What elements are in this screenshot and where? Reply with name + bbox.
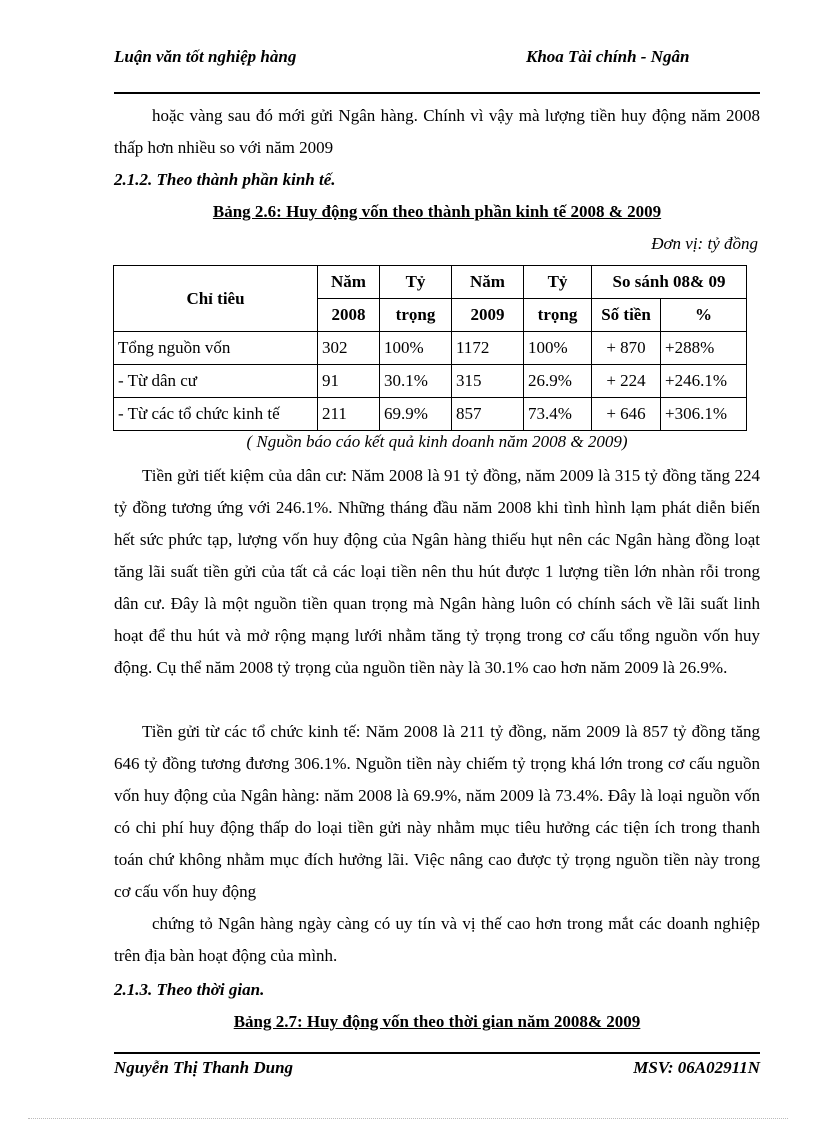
cell-2008: 302 — [318, 332, 380, 365]
table-unit: Đơn vị: tỷ đồng — [651, 234, 758, 253]
cell-2009: 1172 — [452, 332, 524, 365]
header-year-2008-bottom: 2008 — [318, 299, 380, 332]
paragraph-text: Tiền gửi tiết kiệm của dân cư: Năm 2008 là 91 tỷ đồng, năm 2009 là 315 tỷ đồng tăng 224 tỷ đồng tương ứng với 246.1%. Những tháng đầu năm 2008 khi tình hình lạm phát diễn biến hết sức phức tạp, lượng vốn huy động của Ngân hàng thiếu hụt nên các Ngân hàng đồng loạt tăng lãi suất tiền gửi của tất cả các loại tiền nên thu hút được 1 lượng tiền lớn nhàn rỗi trong dân cư. Đây là một nguồn tiền quan trọng mà Ngân hàng luôn có chính sách về lãi suất linh hoạt để thu hút và mở rộng mạng lưới nhằm tăng tỷ trọng trong cơ cấu tổng nguồn vốn huy động. Cụ thể năm 2008 tỷ trọng của nguồn tiền này là 30.1% cao hơn năm 2009 là 26.9%. — [114, 466, 760, 677]
cell-share-2009: 26.9% — [524, 365, 592, 398]
cell-diff: + 224 — [592, 365, 661, 398]
cell-share-2009: 100% — [524, 332, 592, 365]
footer-student-id: MSV: 06A02911N — [633, 1058, 760, 1077]
cell-share-2008: 69.9% — [380, 398, 452, 431]
header-percent: % — [661, 299, 747, 332]
paragraph-text: hoặc vàng sau đó mới gửi Ngân hàng. Chính vì vậy mà lượng tiền huy động năm 2008 thấp hơn nhiều so với năm 2009 — [114, 106, 760, 157]
row-label: Tổng nguồn vốn — [114, 332, 318, 365]
cell-pct: +246.1% — [661, 365, 747, 398]
page-bottom-divider — [28, 1118, 788, 1119]
cell-2009: 315 — [452, 365, 524, 398]
header-share-2009: Tỷ — [524, 266, 592, 299]
table-caption-2-6: Bảng 2.6: Huy động vốn theo thành phần kinh tế 2008 & 2009 — [212, 202, 662, 221]
cell-share-2008: 100% — [380, 332, 452, 365]
section-heading-2-1-2: 2.1.2. Theo thành phần kinh tế. — [114, 170, 336, 189]
page-header-right: Khoa Tài chính - Ngân — [526, 47, 690, 66]
cell-pct: +288% — [661, 332, 747, 365]
cell-share-2009: 73.4% — [524, 398, 592, 431]
page-header-left: Luận văn tốt nghiệp hàng — [114, 47, 297, 66]
footer-rule — [114, 1052, 760, 1054]
header-year-2009: Năm — [452, 266, 524, 299]
header-chi-tieu: Chỉ tiêu — [114, 266, 318, 332]
cell-share-2008: 30.1% — [380, 365, 452, 398]
paragraph-household-deposits — [114, 460, 760, 684]
paragraph-intro — [114, 100, 760, 164]
table-row — [114, 365, 747, 398]
table-source-note: ( Nguồn báo cáo kết quả kinh doanh năm 2008 & 2009) — [246, 432, 628, 451]
table-header-row — [114, 266, 747, 299]
footer-author: Nguyễn Thị Thanh Dung — [114, 1058, 294, 1077]
paragraph-text: Tiền gửi từ các tổ chức kinh tế: Năm 2008 là 211 tỷ đồng, năm 2009 là 857 tỷ đồng tăng 646 tỷ đồng tương đương 306.1%. Nguồn tiền này chiếm tỷ trọng khá lớn trong cơ cấu nguồn vốn huy động của Ngân hàng: năm 2008 là 69.9%, năm 2009 là 73.4%. Đây là loại nguồn vốn có chi phí huy động thấp do loại tiền gửi này nhằm mục tiêu hưởng các tiện ích trong thanh toán chứ không nhằm mục đích hưởng lãi. Việc nâng cao được tỷ trọng nguồn tiền này trong cơ cấu vốn huy động — [114, 722, 760, 901]
header-amount: Số tiền — [592, 299, 661, 332]
cell-pct: +306.1% — [661, 398, 747, 431]
cell-2008: 91 — [318, 365, 380, 398]
paragraph-conclusion — [114, 908, 760, 972]
table-row — [114, 332, 747, 365]
header-share-2008-bottom: trọng — [380, 299, 452, 332]
table-2-6 — [113, 265, 747, 431]
cell-diff: + 646 — [592, 398, 661, 431]
paragraph-corporate-deposits — [114, 716, 760, 908]
row-label: - Từ dân cư — [114, 365, 318, 398]
cell-diff: + 870 — [592, 332, 661, 365]
table-caption-2-7: Bảng 2.7: Huy động vốn theo thời gian năm 2008& 2009 — [233, 1012, 641, 1031]
paragraph-text: chứng tỏ Ngân hàng ngày càng có uy tín và vị thế cao hơn trong mắt các doanh nghiệp trên địa bàn hoạt động của mình. — [114, 914, 760, 965]
header-share-2008: Tỷ — [380, 266, 452, 299]
header-year-2008: Năm — [318, 266, 380, 299]
header-comparison: So sánh 08& 09 — [592, 266, 747, 299]
row-label: - Từ các tổ chức kinh tế — [114, 398, 318, 431]
cell-2008: 211 — [318, 398, 380, 431]
table-row — [114, 398, 747, 431]
header-share-2009-bottom: trọng — [524, 299, 592, 332]
cell-2009: 857 — [452, 398, 524, 431]
header-year-2009-bottom: 2009 — [452, 299, 524, 332]
header-rule — [114, 92, 760, 94]
section-heading-2-1-3: 2.1.3. Theo thời gian. — [114, 980, 265, 999]
